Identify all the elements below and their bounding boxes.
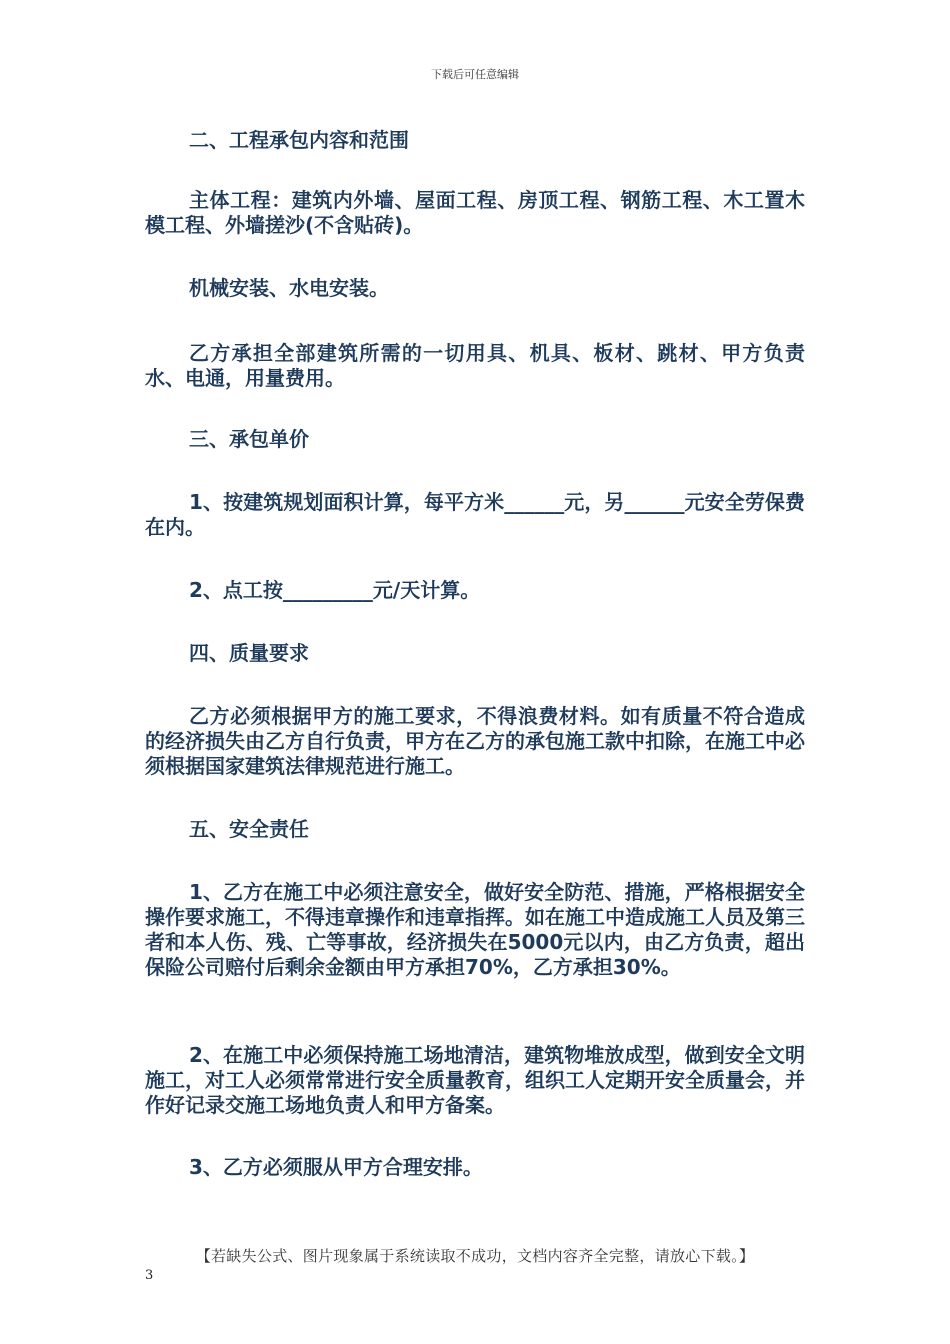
paragraph-installation: 机械安装、水电安装。 bbox=[189, 276, 389, 300]
paragraph-main-works: 主体工程：建筑内外墙、屋面工程、房顶工程、钢筋工程、木工置木模工程、外墙搓沙(不含贴砖)。 bbox=[145, 188, 805, 237]
section-heading-scope: 二、工程承包内容和范围 bbox=[189, 128, 409, 152]
paragraph-safety-item-1: 1、乙方在施工中必须注意安全，做好安全防范、措施，严格根据安全操作要求施工，不得违章操作和违章指挥。如在施工中造成施工人员及第三者和本人伤、残、亡等事故，经济损失在5000元以内，由乙方负责，超出保险公司赔付后剩余金额由甲方承担70%，乙方承担30%。 bbox=[145, 880, 805, 979]
page-number: 3 bbox=[145, 1268, 154, 1283]
paragraph-safety-item-3: 3、乙方必须服从甲方合理安排。 bbox=[189, 1155, 483, 1179]
section-heading-unit-price: 三、承包单价 bbox=[189, 427, 309, 451]
section-heading-safety: 五、安全责任 bbox=[189, 817, 309, 841]
paragraph-daily-labor: 2、点工按_________元/天计算。 bbox=[189, 578, 481, 602]
paragraph-quality-requirements: 乙方必须根据甲方的施工要求，不得浪费材料。如有质量不符合造成的经济损失由乙方自行负责，甲方在乙方的承包施工款中扣除，在施工中必须根据国家建筑法律规范进行施工。 bbox=[145, 704, 805, 778]
paragraph-safety-item-2: 2、在施工中必须保持施工场地清洁，建筑物堆放成型，做到安全文明施工，对工人必须常常进行安全质量教育，组织工人定期开安全质量会，并作好记录交施工场地负责人和甲方备案。 bbox=[145, 1043, 805, 1117]
paragraph-area-price: 1、按建筑规划面积计算，每平方米______元，另______元安全劳保费在内。 bbox=[145, 490, 805, 539]
footer-note: 【若缺失公式、图片现象属于系统读取不成功，文档内容齐全完整，请放心下载。】 bbox=[195, 1247, 755, 1265]
paragraph-tools-materials: 乙方承担全部建筑所需的一切用具、机具、板材、跳材、甲方负责水、电通，用量费用。 bbox=[145, 341, 805, 390]
page-header-note: 下载后可任意编辑 bbox=[431, 68, 519, 81]
section-heading-quality: 四、质量要求 bbox=[189, 641, 309, 665]
